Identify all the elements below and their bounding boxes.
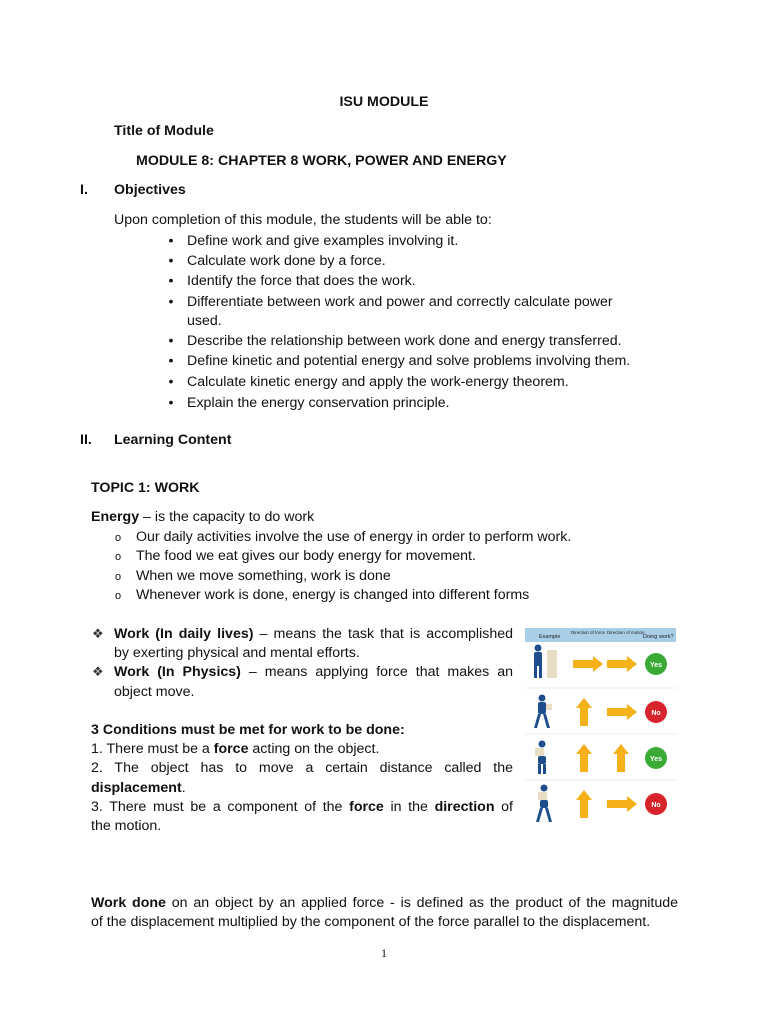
topic-title: TOPIC 1: WORK — [91, 480, 200, 496]
module-title: MODULE 8: CHAPTER 8 WORK, POWER AND ENERGY — [136, 153, 507, 169]
work-physics-term: Work (In Physics) — [114, 664, 241, 680]
energy-term: Energy — [91, 509, 140, 525]
section-numeral-2: II. — [80, 432, 92, 448]
text: in the — [383, 799, 435, 815]
text: 1. There must be a — [91, 741, 214, 757]
page-number: 1 — [381, 946, 387, 960]
text: on an object by an applied force - is defined as the product of the magnitude — [165, 895, 679, 911]
section-numeral-1: I. — [80, 182, 88, 198]
list-item: Explain the energy conservation principle. — [187, 395, 450, 411]
work-physics-line2: object move. — [114, 684, 195, 700]
section-heading-learning-content: Learning Content — [114, 432, 232, 448]
arrow-right-icon — [573, 656, 603, 672]
arrow-right-icon — [607, 656, 637, 672]
text: . — [181, 780, 186, 796]
figure-row-2 — [525, 695, 676, 735]
list-item: Calculate kinetic energy and apply the work-energy theorem. — [187, 374, 569, 390]
figure-header-doing-work: Doing work? — [643, 634, 674, 640]
work-physics-line1 — [114, 664, 513, 680]
arrow-right-icon — [607, 796, 637, 812]
figure-header-motion: Direction of motion — [607, 630, 645, 635]
answer-2: No — [651, 710, 661, 717]
work-physics-def: – means applying force that makes an — [240, 664, 513, 680]
figure-header-force: Direction of force — [571, 630, 606, 635]
list-item: Our daily activities involve the use of energy in order to perform work. — [136, 529, 572, 545]
term-direction: direction — [434, 799, 495, 815]
diamond-bullet-icon: ❖ — [92, 626, 104, 641]
text: acting on the object. — [248, 741, 380, 757]
condition-2: 2. The object has to move a certain distance called the — [91, 760, 513, 776]
bullet: • — [168, 233, 174, 249]
box-icon — [547, 650, 557, 678]
section-heading-objectives: Objectives — [114, 182, 186, 198]
condition-1 — [91, 741, 379, 757]
work-examples-figure — [525, 628, 676, 826]
work-daily-line2: by exerting physical and mental efforts. — [114, 645, 360, 661]
conditions-heading: 3 Conditions must be met for work to be done: — [91, 722, 405, 738]
bullet: • — [168, 395, 174, 411]
answer-3: Yes — [649, 756, 663, 763]
diamond-bullet-icon: ❖ — [92, 664, 104, 679]
figure-row-3 — [525, 741, 676, 781]
module-label: Title of Module — [114, 123, 214, 139]
work-daily-term: Work (In daily lives) — [114, 626, 254, 642]
list-item: Identify the force that does the work. — [187, 273, 416, 289]
text: of — [494, 799, 513, 815]
answer-1: Yes — [649, 662, 663, 669]
list-item: The food we eat gives our body energy for movement. — [136, 548, 476, 564]
work-daily-def: – means the task that is accomplished — [253, 626, 514, 642]
answer-4: No — [651, 802, 661, 809]
list-item: Describe the relationship between work done and energy transferred. — [187, 333, 622, 349]
bullet: • — [168, 374, 174, 390]
bullet: • — [168, 273, 174, 289]
figure-header-example: Example — [539, 634, 561, 640]
objectives-intro: Upon completion of this module, the students will be able to: — [114, 212, 492, 228]
circle-bullet: o — [115, 571, 122, 583]
work-done-line2: of the displacement multiplied by the component of the force parallel to the displacement. — [91, 914, 651, 930]
person-carrying-icon — [534, 695, 552, 729]
list-item: Define work and give examples involving it. — [187, 233, 459, 249]
bullet: • — [168, 294, 174, 310]
person-walking-box-icon — [536, 785, 552, 823]
list-item: Calculate work done by a force. — [187, 253, 386, 269]
term-force: force — [349, 799, 384, 815]
work-done-line1 — [91, 895, 678, 911]
circle-bullet: o — [115, 590, 122, 602]
arrow-up-icon — [576, 790, 592, 818]
arrow-up-icon — [576, 698, 592, 726]
document-title: ISU MODULE — [339, 94, 429, 110]
text: 3. There must be a component of the — [91, 799, 350, 815]
term-displacement: displacement — [91, 780, 182, 796]
list-item: Differentiate between work and power and correctly calculate power — [187, 294, 613, 310]
work-done-term: Work done — [91, 895, 166, 911]
energy-definition — [91, 509, 314, 525]
condition-2-cont — [91, 780, 186, 796]
list-item-continuation: used. — [187, 313, 222, 329]
bullet: • — [168, 333, 174, 349]
arrow-up-icon — [613, 744, 629, 772]
figure-row-1 — [525, 645, 676, 689]
term-force: force — [213, 741, 249, 757]
list-item: When we move something, work is done — [136, 568, 391, 584]
arrow-up-icon — [576, 744, 592, 772]
bullet: • — [168, 253, 174, 269]
list-item: Whenever work is done, energy is changed into different forms — [136, 587, 530, 603]
condition-3-cont: the motion. — [91, 818, 162, 834]
person-pushing-icon — [534, 645, 542, 679]
figure-row-4 — [536, 785, 667, 823]
condition-3 — [91, 799, 513, 815]
work-daily-line1 — [114, 626, 513, 642]
bullet: • — [168, 353, 174, 369]
circle-bullet: o — [115, 532, 122, 544]
arrow-right-icon — [607, 704, 637, 720]
list-item: Define kinetic and potential energy and solve problems involving them. — [187, 353, 631, 369]
energy-def-text: – is the capacity to do work — [139, 509, 315, 525]
circle-bullet: o — [115, 551, 122, 563]
person-lifting-icon — [535, 741, 546, 775]
